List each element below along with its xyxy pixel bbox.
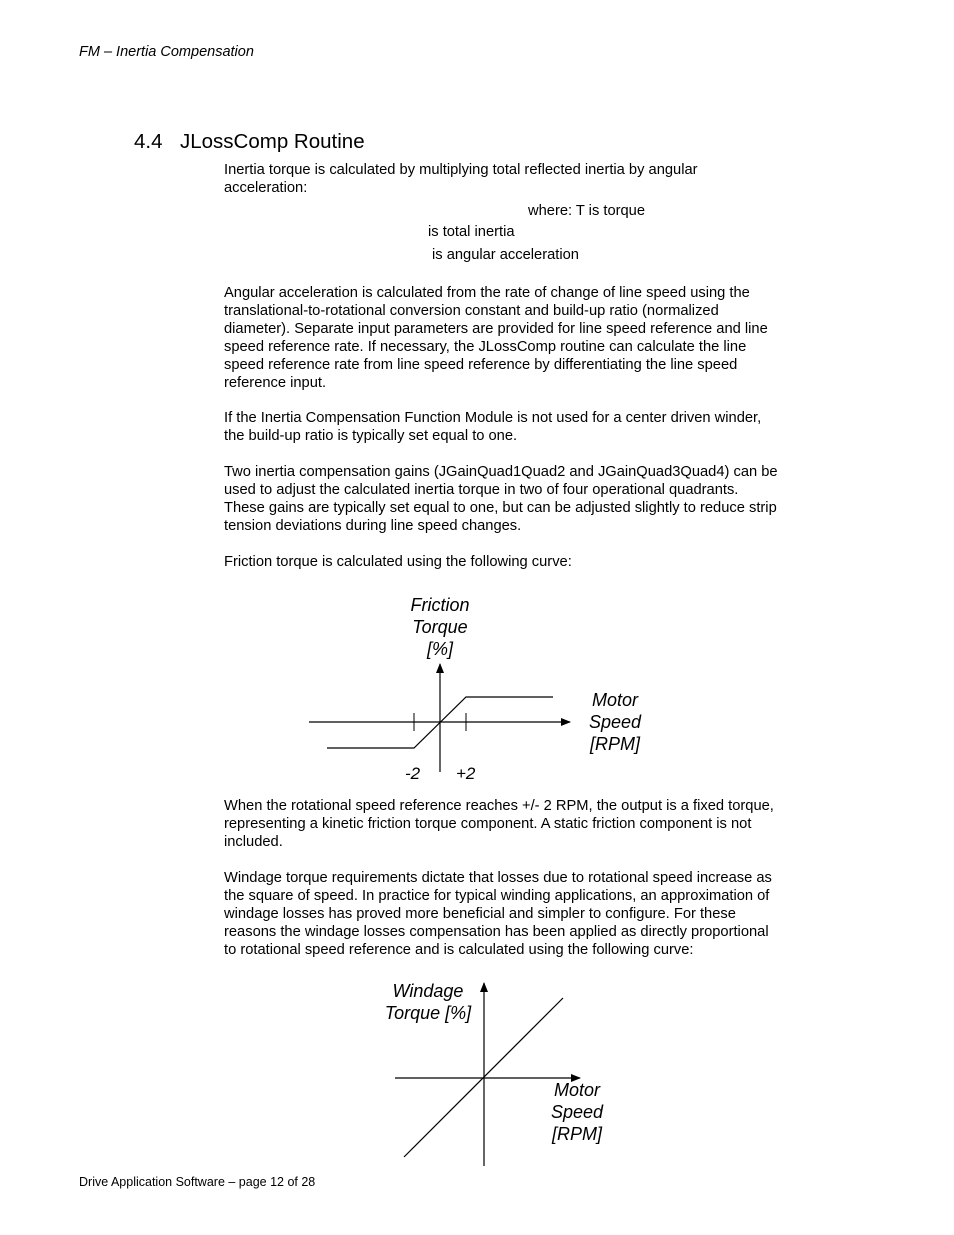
- section-number: 4.4: [134, 130, 163, 153]
- paragraph-line: speed reference rate from line speed reference by differentiating the line speed: [224, 357, 738, 373]
- paragraph-line: If the Inertia Compensation Function Module is not used for a center driven winder,: [224, 410, 762, 426]
- paragraph-line: to rotational speed reference and is calculated using the following curve:: [224, 942, 694, 958]
- section-title: JLossComp Routine: [180, 130, 365, 153]
- equation-acceleration-note: is angular acceleration: [432, 247, 579, 263]
- paragraph-line: the build-up ratio is typically set equal to one.: [224, 428, 518, 444]
- paragraph-windage: [224, 869, 824, 959]
- paragraph-line: These gains are typically set equal to one, but can be adjusted slightly to reduce strip: [224, 500, 777, 516]
- paragraph-line: Two inertia compensation gains (JGainQuad1Quad2 and JGainQuad3Quad4) can be: [224, 464, 778, 480]
- paragraph-line: tension deviations during line speed changes.: [224, 518, 522, 534]
- running-header: FM – Inertia Compensation: [79, 44, 254, 60]
- paragraph-line: reasons the windage losses compensation has been applied as directly proportional: [224, 924, 769, 940]
- intro-line: Inertia torque is calculated by multiplying total reflected inertia by angular: [224, 162, 698, 178]
- friction-tick-positive: +2: [456, 764, 476, 783]
- equation-inertia-note: is total inertia: [428, 224, 515, 240]
- paragraph-fixed-torque: [224, 797, 824, 851]
- paragraph-line: diameter). Separate input parameters are provided for line speed reference and line: [224, 321, 768, 337]
- friction-x-label-line: Speed: [588, 712, 642, 732]
- windage-x-label-line: [RPM]: [551, 1124, 602, 1144]
- paragraph-line: reference input.: [224, 375, 327, 391]
- paragraph-line: windage losses has proved more beneficial and simpler to configure. For these: [224, 906, 736, 922]
- windage-x-label-line: Motor: [553, 1080, 600, 1100]
- page-footer: Drive Application Software – page 12 of 28: [79, 1175, 316, 1189]
- friction-y-label-line: Torque: [412, 617, 468, 637]
- paragraph-line: included.: [224, 834, 283, 850]
- friction-y-label-line: Friction: [410, 595, 470, 615]
- paragraph-line: Friction torque is calculated using the following curve:: [224, 554, 572, 570]
- paragraph-line: the square of speed. In practice for typical winding applications, an approximation of: [224, 888, 770, 904]
- paragraph-line: When the rotational speed reference reaches +/- 2 RPM, the output is a fixed torque,: [224, 798, 774, 814]
- paragraph-line: representing a kinetic friction torque component. A static friction component is not: [224, 816, 752, 832]
- paragraph-line: used to adjust the calculated inertia torque in two of four operational quadrants.: [224, 482, 739, 498]
- equation-where-torque: where: T is torque: [528, 203, 646, 219]
- windage-y-label-line: Torque [%]: [384, 1003, 472, 1023]
- paragraph-line: translational-to-rotational conversion constant and build-up ratio (normalized: [224, 303, 719, 319]
- windage-x-axis-label: [537, 1079, 617, 1145]
- windage-x-label-line: Speed: [550, 1102, 604, 1122]
- friction-x-label-line: [RPM]: [589, 734, 640, 754]
- friction-y-label-line: [%]: [426, 639, 453, 659]
- friction-tick-negative: -2: [405, 764, 421, 783]
- windage-y-axis-label: [372, 980, 484, 1024]
- intro-line: acceleration:: [224, 180, 308, 196]
- paragraph-line: Angular acceleration is calculated from the rate of change of line speed using the: [224, 285, 750, 301]
- paragraph-line: speed reference rate. If necessary, the JLossComp routine can calculate the line: [224, 339, 747, 355]
- friction-x-label-line: Motor: [591, 690, 638, 710]
- windage-y-label-line: Windage: [392, 981, 464, 1001]
- paragraph-line: Windage torque requirements dictate that losses due to rotational speed increase as: [224, 870, 772, 886]
